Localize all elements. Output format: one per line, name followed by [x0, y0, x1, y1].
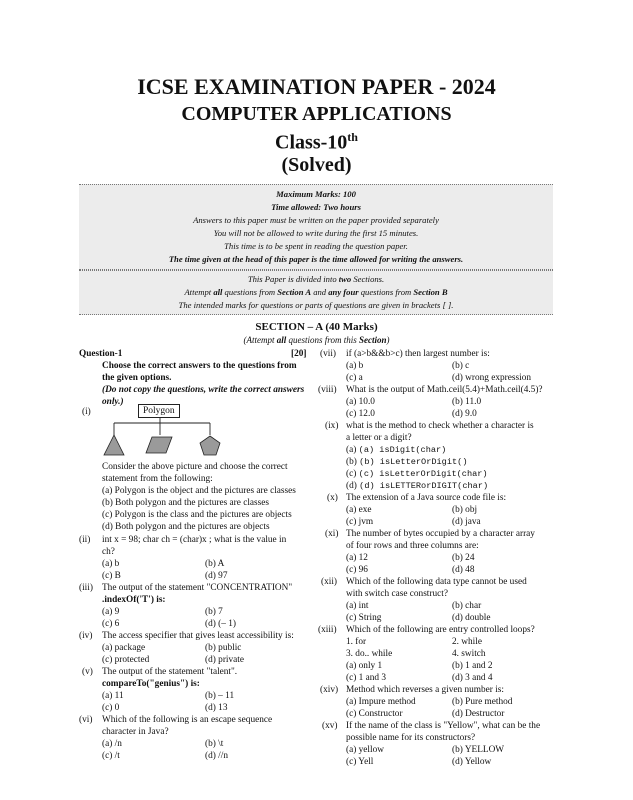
list-item: 1. for: [346, 637, 367, 647]
list-item: 4. switch: [452, 649, 486, 659]
option: (d) Yellow: [452, 757, 492, 767]
option: (a) 11: [102, 691, 124, 701]
option: (b) YELLOW: [452, 745, 505, 755]
list-item: 2. while: [452, 637, 482, 647]
question-text: What is the output of Math.ceil(5.4)+Math.ceil(4.5)?: [346, 385, 543, 395]
option: (b) 1 and 2: [452, 661, 493, 671]
option: (c) 1 and 3: [346, 673, 387, 683]
section-heading: SECTION – A (40 Marks): [255, 321, 378, 333]
question-text: The access specifier that gives least accessibility is:: [102, 631, 294, 641]
question-text: with switch case construct?: [346, 589, 448, 599]
option: (a) 10.0: [346, 397, 375, 407]
option: (d) 48: [452, 565, 475, 575]
option: (b) 7: [205, 607, 223, 617]
question-text: Consider the above picture and choose the correct: [102, 462, 288, 472]
q-number: (xi): [325, 529, 339, 539]
option-code: (a) isDigit(char): [358, 445, 447, 455]
option: (a) only 1: [346, 661, 383, 671]
option: (d) 3 and 4: [452, 673, 493, 683]
q-number: (xiv): [320, 685, 339, 695]
option: (d) 9.0: [452, 409, 477, 419]
q-number: (ix): [325, 421, 339, 431]
instruction-line: Answers to this paper must be written on the paper provided separately: [193, 215, 439, 225]
option: (b) obj: [452, 505, 478, 515]
option: (a) package: [102, 643, 146, 653]
solved-label: (Solved): [281, 154, 352, 176]
q-note: (Do not copy the questions, write the correct answers: [102, 385, 305, 395]
q-number: (iv): [79, 631, 93, 641]
option: (b) Both polygon and the pictures are classes: [102, 498, 270, 508]
option: (c) Yell: [346, 757, 374, 767]
option: (a) b: [102, 559, 120, 569]
instruction-line: You will not be allowed to write during the first 15 minutes.: [213, 228, 419, 238]
question-text: what is the method to check whether a character is: [346, 421, 534, 431]
time-allowed: Time allowed: Two hours: [271, 202, 361, 212]
option: (d) wrong expression: [452, 373, 532, 383]
option: (c) jvm: [346, 517, 374, 527]
option: (d) Destructor: [452, 709, 505, 719]
q-number: (xv): [322, 721, 338, 731]
question-text: statement from the following:: [102, 474, 213, 484]
option: (d) //n: [205, 751, 228, 761]
option: (b) A: [205, 559, 225, 569]
option: (d) private: [205, 655, 244, 665]
option: (b) 24: [452, 553, 475, 563]
option: (b) – 11: [205, 691, 235, 701]
question-text: ch?: [102, 547, 115, 557]
option: (d) double: [452, 613, 491, 623]
option: (c) Constructor: [346, 709, 403, 719]
max-marks: Maximum Marks: 100: [276, 189, 356, 199]
question-text: Which of the following is an escape sequence: [102, 715, 273, 725]
q-number: (viii): [318, 385, 337, 395]
q-number: (ii): [79, 535, 91, 545]
q-number: (i): [82, 407, 91, 417]
option: (c) 0: [102, 703, 120, 713]
option: (a) 9: [102, 607, 120, 617]
question-text: The output of the statement "talent".: [102, 667, 238, 677]
option: (c) String: [346, 613, 382, 623]
option: (b) c: [452, 361, 470, 371]
option: (a) yellow: [346, 745, 384, 755]
question-text: The output of the statement "CONCENTRATION": [102, 583, 293, 593]
option: (c) B: [102, 571, 121, 581]
option: (c) (c) isLetterOrDigit(char): [346, 469, 488, 479]
section-subheading: (Attempt all questions from this Section): [243, 335, 390, 345]
question-label: Question-1: [79, 349, 123, 359]
question-text: The number of bytes occupied by a character array: [346, 529, 535, 539]
option: (c) 12.0: [346, 409, 375, 419]
q-number: (vii): [320, 349, 337, 359]
question-text: possible name for its constructors?: [346, 733, 476, 743]
option: (d) 97: [205, 571, 228, 581]
question-text: a letter or a digit?: [346, 433, 412, 443]
attempt-line: Attempt all questions from Section A and any four questions from Section B: [184, 287, 448, 297]
option: (d) (– 1): [205, 619, 236, 629]
option: (b) 11.0: [452, 397, 482, 407]
question-text: Which of the following are entry controlled loops?: [346, 625, 535, 635]
subject-title: COMPUTER APPLICATIONS: [181, 103, 452, 125]
q-number: (xiii): [318, 625, 337, 635]
q-number: (v): [82, 667, 93, 677]
option-code: (c) isLetterOrDigit(char): [358, 469, 488, 479]
question-text: .indexOf('T') is:: [102, 595, 166, 605]
q-intro: Choose the correct answers to the questions from: [102, 361, 297, 371]
option: (c) protected: [102, 655, 150, 665]
q-number: (x): [327, 493, 338, 503]
paper-title: ICSE EXAMINATION PAPER - 2024: [137, 74, 496, 99]
option: (b) public: [205, 643, 242, 653]
option: (c) Polygon is the class and the pictures are objects: [102, 510, 292, 520]
question-text: Method which reverses a given number is:: [346, 685, 505, 695]
question-text: if (a>b&&b>c) then largest number is:: [346, 349, 490, 359]
option: (d) Both polygon and the pictures are objects: [102, 522, 270, 532]
class-title: Class-10th: [275, 130, 358, 154]
option: (d) (d) isLETTERorDIGIT(char): [346, 481, 489, 491]
polygon-label: Polygon: [138, 404, 180, 418]
option-code: (b) isLetterOrDigit(): [359, 457, 468, 467]
option: (a) 12: [346, 553, 368, 563]
option: (a) /n: [102, 739, 122, 749]
q-intro: the given options.: [102, 373, 172, 383]
q-number: (xii): [321, 577, 338, 587]
option: (d) 13: [205, 703, 228, 713]
q-number: (iii): [79, 583, 93, 593]
option: (d) java: [452, 517, 481, 527]
q-number: (vi): [79, 715, 93, 725]
division-line: This Paper is divided into two Sections.: [247, 274, 385, 284]
option: (a) (a) isDigit(char): [346, 445, 447, 455]
instruction-line: This time is to be spent in reading the question paper.: [224, 241, 408, 251]
option: (a) exe: [346, 505, 372, 515]
marks-line: The intended marks for questions or parts of questions are given in brackets [ ].: [178, 300, 454, 310]
question-text: The extension of a Java source code file is:: [346, 493, 507, 503]
option: (b) \t: [205, 739, 224, 749]
option: (a) Impure method: [346, 697, 416, 707]
option: (c) 96: [346, 565, 368, 575]
question-text: of four rows and three columns are:: [346, 541, 479, 551]
list-item: 3. do.. while: [346, 649, 393, 659]
q-note: only.): [102, 397, 124, 407]
option: (a) b: [346, 361, 364, 371]
option: (b) Pure method: [452, 697, 513, 707]
option: (c) a: [346, 373, 363, 383]
option-code: (d) isLETTERorDIGIT(char): [359, 481, 489, 491]
question-text: If the name of the class is "Yellow", what can be the: [346, 721, 541, 731]
option: (c) 6: [102, 619, 120, 629]
option: (b) (b) isLetterOrDigit(): [346, 457, 468, 467]
option: (b) char: [452, 601, 482, 611]
question-text: compareTo("genius") is:: [102, 679, 200, 689]
question-text: Which of the following data type cannot be used: [346, 577, 527, 587]
option: (a) Polygon is the object and the pictures are classes: [102, 486, 296, 496]
option: (c) /t: [102, 751, 120, 761]
option: (a) int: [346, 601, 369, 611]
instruction-bold-line: The time given at the head of this paper is the time allowed for writing the answers.: [168, 254, 464, 264]
question-text: int x = 98; char ch = (char)x ; what is the value in: [102, 535, 287, 545]
question-text: character in Java?: [102, 727, 169, 737]
question-marks: [20]: [291, 349, 307, 359]
